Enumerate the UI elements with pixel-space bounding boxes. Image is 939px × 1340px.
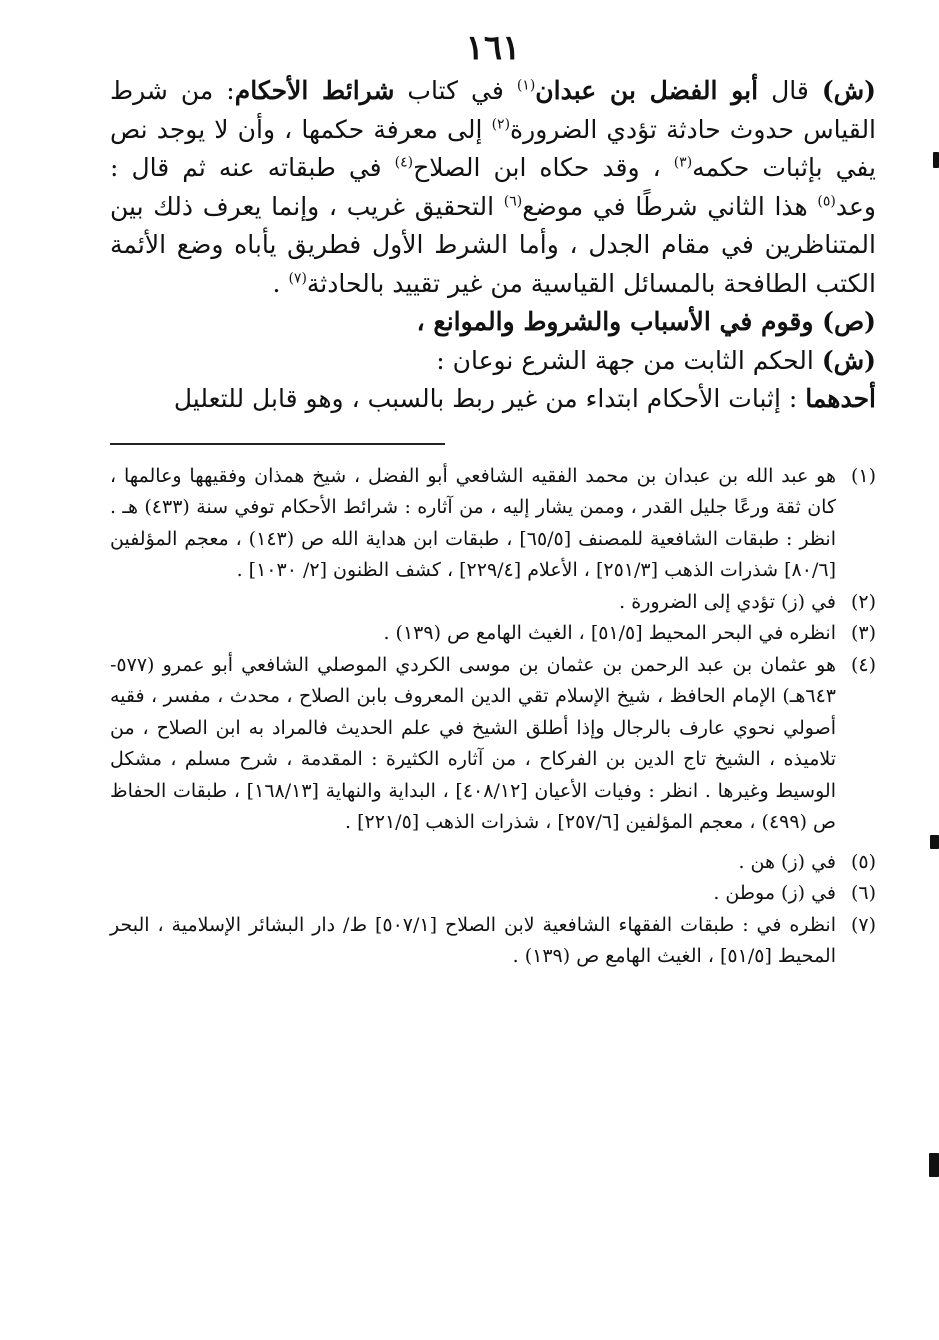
footnote-separator bbox=[110, 443, 445, 445]
footnote-ref-4[interactable]: (٤) bbox=[394, 154, 414, 171]
footnotes bbox=[110, 461, 876, 973]
footnote-ref-6[interactable]: (٦) bbox=[503, 193, 523, 210]
paragraph-first-type: أحدهما : إثبات الأحكام ابتداء من غير ربط بالسبب ، وهو قابل للتعليل bbox=[173, 384, 876, 413]
footnote-ref-2[interactable]: (٢) bbox=[491, 116, 511, 133]
footnote-3: (٣) انظره في البحر المحيط [٥١/٥] ، الغيث الهامع ص (١٣٩) . bbox=[383, 622, 876, 644]
footnote-5: (٥) في (ز) هن . bbox=[738, 850, 876, 873]
book-title: شرائط الأحكام bbox=[234, 76, 395, 105]
page-number: ١٦١ bbox=[465, 28, 521, 68]
first-type-label: أحدهما bbox=[805, 384, 876, 413]
sharh-label: (ش) bbox=[821, 76, 876, 105]
footnote-6: (٦) في (ز) موطن . bbox=[713, 882, 876, 904]
paragraph-sharh-ibn-abdan: (ش) قال أبو الفضل بن عبدان$^{(١)}$ في كتاب شرائط الأحكام: من شرط القياس حدوث حادثة تؤدي الضرورة$^{(٢)}$ إلى معرفة حكمها ، وأن لا يوجد نص يفي بإثبات حكمه$^{(٣)}$ ، وقد حكاه ابن الصلاح$^{(٤)}$ في طبقاته عنه ثم قال : وعد$^{(٥)}$ هذا الثاني شرطًا في موضع$^{(٦)}$ التحقيق غريب ، وإنما يعرف ذلك بين المتناظرين في مقام الجدل ، وأما الشرط الأول فطريق يأباه وضع الأئمة الكتب الطافحة بالمسائل القياسية من غير تقييد بالحادثة$^{(٧)}$ . bbox=[110, 76, 877, 298]
footnote-4: (٤) هو عثمان بن عبد الرحمن بن عثمان بن موسى الكردي الموصلي الشافعي أبو عمرو (٥٧٧- ٦٤٣هـ) الإمام الحافظ ، شيخ الإسلام تقي الدين المعروف بابن الصلاح ، محدث ، مفسر ، فقيه أصولي نحوي عارف بالرجال وإذا أطلق الشيخ في علم الحديث فالمراد به ابن الصلاح ، من تلاميذه ، الشيخ تاج الدين بن الفركاح ، من آثاره الكثيرة : المقدمة ، شرح مسلم ، مشكل الوسيط وغيرها . انظر : وفيات الأعيان [٤٠٨/١٢] ، البداية والنهاية [١٦٨/١٣] ، طبقات الحفاظ ص (٤٩٩) ، معجم المؤلفين [٢٥٧/٦] ، شذرات الذهب [٢٢١/٥] . bbox=[110, 653, 876, 833]
paragraph-sharh-hukm: (ش) الحكم الثابت من جهة الشرع نوعان : bbox=[436, 345, 876, 375]
footnote-ref-5[interactable]: (٥) bbox=[817, 193, 836, 210]
book-page bbox=[110, 20, 876, 973]
author-name: أبو الفضل بن عبدان bbox=[535, 76, 759, 105]
main-text bbox=[110, 72, 876, 419]
footnote-2: (٢) في (ز) تؤدي إلى الضرورة . bbox=[619, 590, 876, 613]
sharh-label: (ش) bbox=[821, 345, 876, 375]
scan-edge-mark bbox=[929, 1153, 939, 1177]
footnote-1: (١) هو عبد الله بن عبدان بن محمد الفقيه الشافعي أبو الفضل ، شيخ همذان وفقيهها وعالمها ، كان ثقة ورعًا جليل القدر ، وممن يشار إليه ، من آثاره : شرائط الأحكام توفي سنة (٤٣٣) هـ . انظر : طبقات الشافعية للمصنف [٦٥/٥] ، طبقات ابن هداية الله ص (١٤٣) ، معجم المؤلفين [٨٠/٦] شذرات الذهب [٢٥١/٣] ، الأعلام [٢٢٩/٤] ، كشف الظنون [٢/ ١٠٣٠] . bbox=[110, 464, 876, 581]
scan-edge-mark bbox=[933, 152, 939, 168]
footnote-ref-7[interactable]: (٧) bbox=[288, 270, 307, 287]
footnote-ref-1[interactable]: (١) bbox=[516, 77, 536, 94]
footnote-ref-3[interactable]: (٣) bbox=[673, 154, 693, 171]
scan-edge-mark bbox=[930, 835, 939, 849]
footnote-7: (٧) انظره في : طبقات الفقهاء الشافعية لابن الصلاح [٥٠٧/١] ط/ دار البشائر الإسلامية ، البحر المحيط [٥١/٥] ، الغيث الهامع ص (١٣٩) . bbox=[110, 913, 876, 967]
matn-label: (ص) bbox=[822, 307, 876, 336]
paragraph-matn: (ص) وقوم في الأسباب والشروط والموانع ، bbox=[416, 307, 876, 336]
